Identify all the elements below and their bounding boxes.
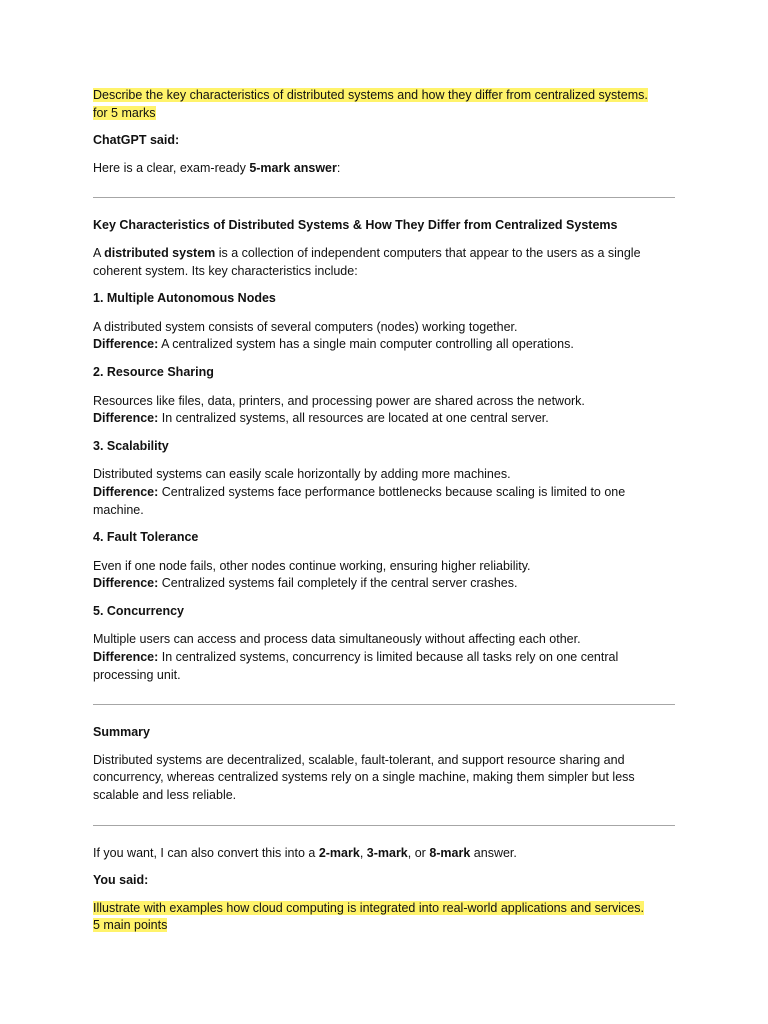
intro-text: Here is a clear, exam-ready (93, 160, 250, 175)
section-body (93, 466, 675, 519)
mark-2-option: 2-mark (318, 845, 360, 860)
difference-label: Difference: (93, 337, 159, 352)
difference-label: Difference: (93, 411, 159, 426)
chatgpt-label: ChatGPT said: (93, 133, 180, 148)
section-text: A distributed system consists of several computers (nodes) working together. (93, 319, 518, 334)
section-title: 2. Resource Sharing (93, 364, 214, 379)
difference-label: Difference: (93, 576, 159, 591)
mark-3-option: 3-mark (366, 845, 408, 860)
section-text: Even if one node fails, other nodes continue working, ensuring higher reliability. (93, 558, 531, 573)
section-body (93, 558, 675, 593)
divider-2 (93, 704, 675, 705)
intro-line (93, 160, 675, 178)
intro-colon: : (336, 160, 341, 175)
intro-bold: 5-mark answer (249, 160, 337, 175)
user-prompt-1 (93, 87, 675, 122)
convert-sep-1: , (359, 845, 367, 860)
definition-text-start: A (93, 245, 105, 260)
convert-text-start: If you want, I can also convert this into a (93, 845, 319, 860)
highlighted-prompt-line-2: 5 main points (93, 918, 168, 933)
definition-text-end: is a collection of independent computers that appear to the users as a single coherent system. Its key characteristics include: (93, 245, 641, 278)
definition-paragraph (93, 245, 675, 280)
section-text: Multiple users can access and process data simultaneously without affecting each other. (93, 632, 581, 647)
section-body (93, 393, 675, 428)
user-prompt-2 (93, 900, 675, 935)
difference-label: Difference: (93, 650, 159, 665)
difference-label: Difference: (93, 484, 159, 499)
difference-text: Centralized systems face performance bottlenecks because scaling is limited to one machine. (93, 484, 626, 517)
convert-text-end: answer. (470, 845, 517, 860)
divider-3 (93, 825, 675, 826)
summary-title: Summary (93, 725, 150, 740)
convert-offer (93, 845, 675, 863)
difference-text: In centralized systems, all resources are located at one central server. (158, 411, 549, 426)
section-text: Resources like files, data, printers, and processing power are shared across the network. (93, 393, 585, 408)
highlighted-prompt-line-2: for 5 marks (93, 105, 156, 120)
section-body (93, 631, 675, 684)
difference-text: Centralized systems fail completely if the central server crashes. (158, 576, 518, 591)
convert-sep-2: , or (407, 845, 430, 860)
summary-text: Distributed systems are decentralized, scalable, fault-tolerant, and support resource sharing and concurrency, whereas centralized systems rely on a single machine, making them simpler but less scalable and less reliable. (93, 752, 635, 803)
section-title: 5. Concurrency (93, 603, 185, 618)
difference-text: In centralized systems, concurrency is limited because all tasks rely on one central processing unit. (93, 650, 619, 682)
divider-1 (93, 197, 675, 198)
answer-heading: Key Characteristics of Distributed Systems & How They Differ from Centralized Systems (93, 218, 618, 233)
mark-8-option: 8-mark (429, 845, 471, 860)
section-title: 4. Fault Tolerance (93, 530, 199, 545)
highlighted-prompt-line-1: Describe the key characteristics of distributed systems and how they differ from centralized systems. (93, 88, 648, 102)
you-said-label: You said: (93, 873, 149, 888)
difference-text: A centralized system has a single main computer controlling all operations. (158, 337, 574, 352)
section-title: 1. Multiple Autonomous Nodes (93, 291, 276, 306)
highlighted-prompt-line-1: Illustrate with examples how cloud computing is integrated into real-world applications and services. (93, 900, 644, 915)
definition-bold: distributed system (104, 245, 216, 260)
section-body (93, 319, 675, 354)
section-title: 3. Scalability (93, 438, 169, 453)
section-text: Distributed systems can easily scale horizontally by adding more machines. (93, 467, 511, 482)
